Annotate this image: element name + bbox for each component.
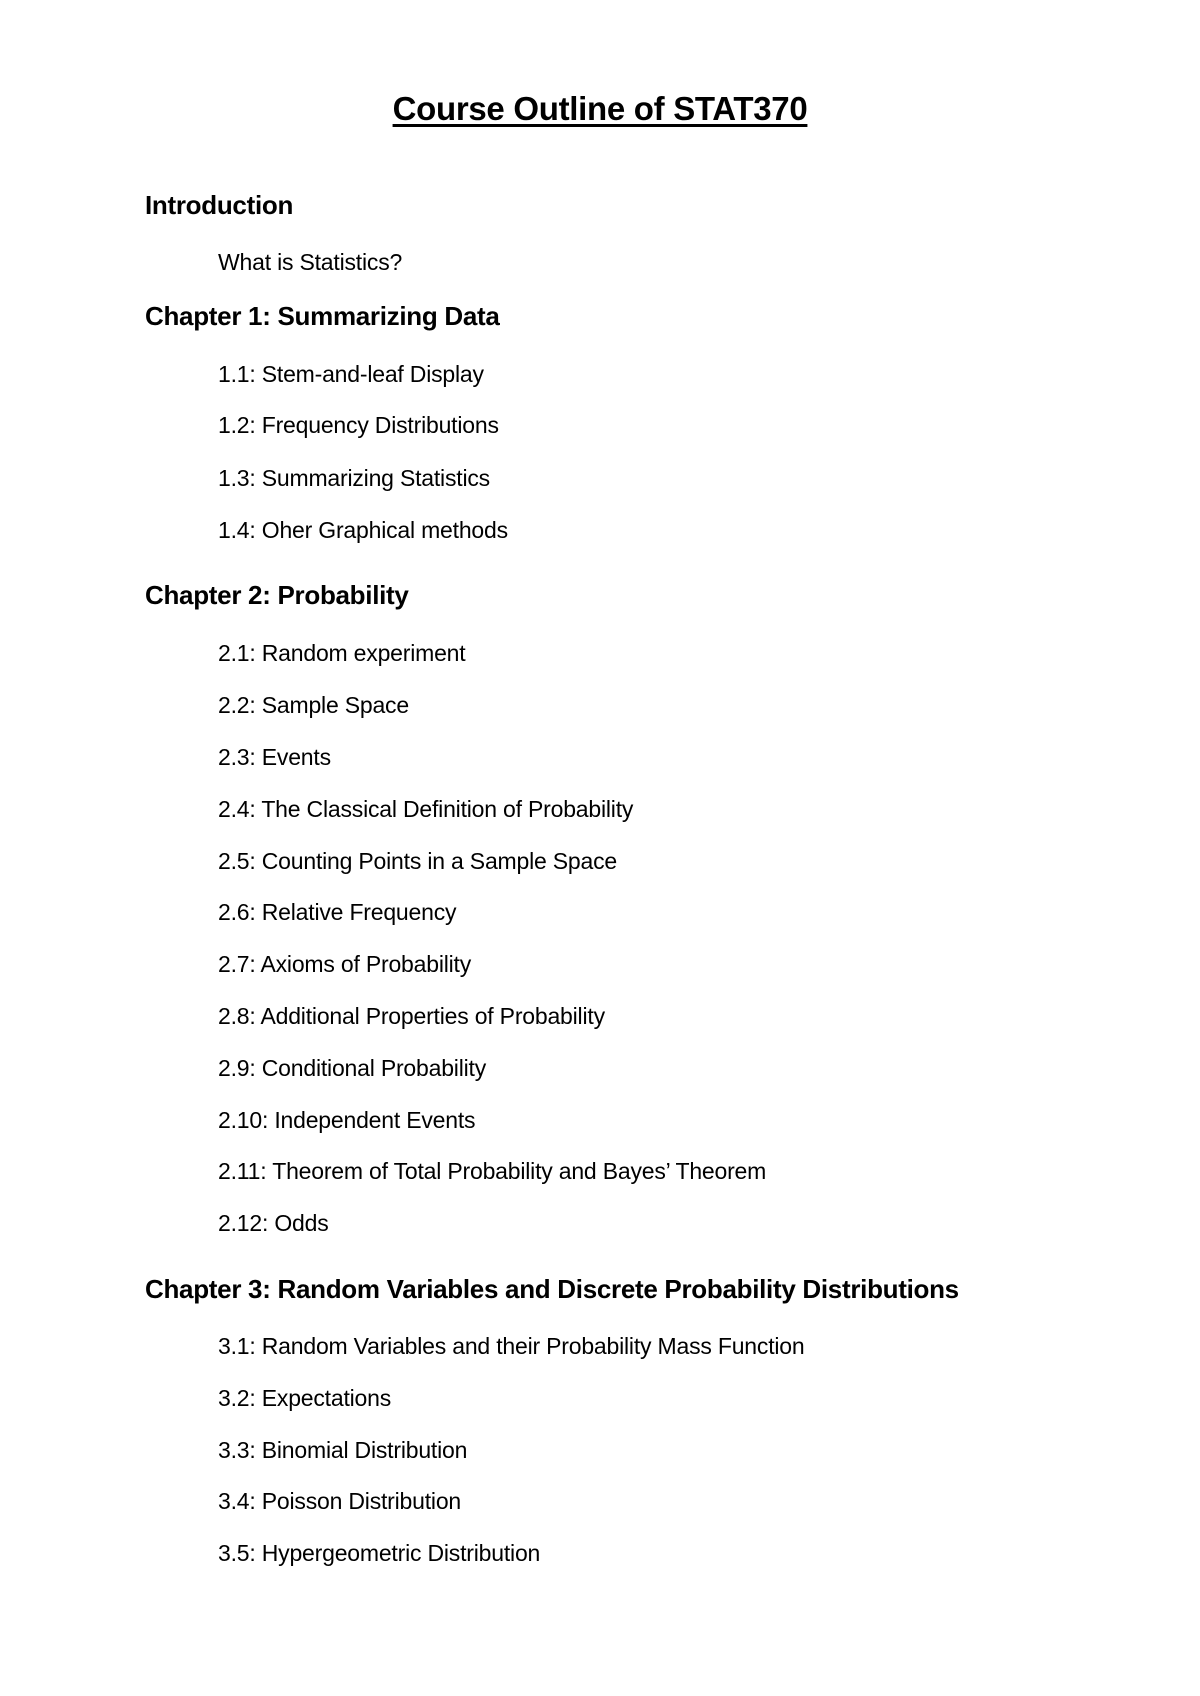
outline-item: 1.3: Summarizing Statistics — [218, 465, 490, 491]
outline-item: 2.11: Theorem of Total Probability and Bayes’ Theorem — [218, 1158, 767, 1184]
outline-item: 3.2: Expectations — [218, 1385, 392, 1411]
outline-item: 3.3: Binomial Distribution — [218, 1437, 468, 1463]
outline-item: 2.3: Events — [218, 744, 331, 770]
section-heading-chapter-1: Chapter 1: Summarizing Data — [145, 301, 500, 331]
outline-item: What is Statistics? — [218, 249, 403, 275]
outline-item: 1.2: Frequency Distributions — [218, 412, 499, 438]
page-title: Course Outline of STAT370 — [392, 90, 808, 127]
outline-item: 2.4: The Classical Definition of Probability — [218, 796, 634, 822]
outline-item: 2.10: Independent Events — [218, 1107, 476, 1133]
outline-item: 3.5: Hypergeometric Distribution — [218, 1540, 541, 1566]
outline-item: 2.1: Random experiment — [218, 640, 466, 666]
section-heading-chapter-2: Chapter 2: Probability — [145, 580, 409, 610]
outline-item: 2.7: Axioms of Probability — [218, 951, 472, 977]
outline-item: 2.6: Relative Frequency — [218, 899, 457, 925]
outline-item: 2.12: Odds — [218, 1210, 329, 1236]
outline-item: 3.4: Poisson Distribution — [218, 1488, 462, 1514]
outline-item: 2.2: Sample Space — [218, 692, 409, 718]
section-heading-introduction: Introduction — [145, 190, 294, 220]
outline-item: 3.1: Random Variables and their Probability Mass Function — [218, 1333, 805, 1359]
outline-item: 2.9: Conditional Probability — [218, 1055, 487, 1081]
outline-item: 1.1: Stem-and-leaf Display — [218, 361, 484, 387]
outline-item: 2.8: Additional Properties of Probability — [218, 1003, 605, 1029]
outline-item: 1.4: Oher Graphical methods — [218, 517, 508, 543]
section-heading-chapter-3: Chapter 3: Random Variables and Discrete Probability Distributions — [145, 1274, 959, 1304]
outline-item: 2.5: Counting Points in a Sample Space — [218, 848, 617, 874]
